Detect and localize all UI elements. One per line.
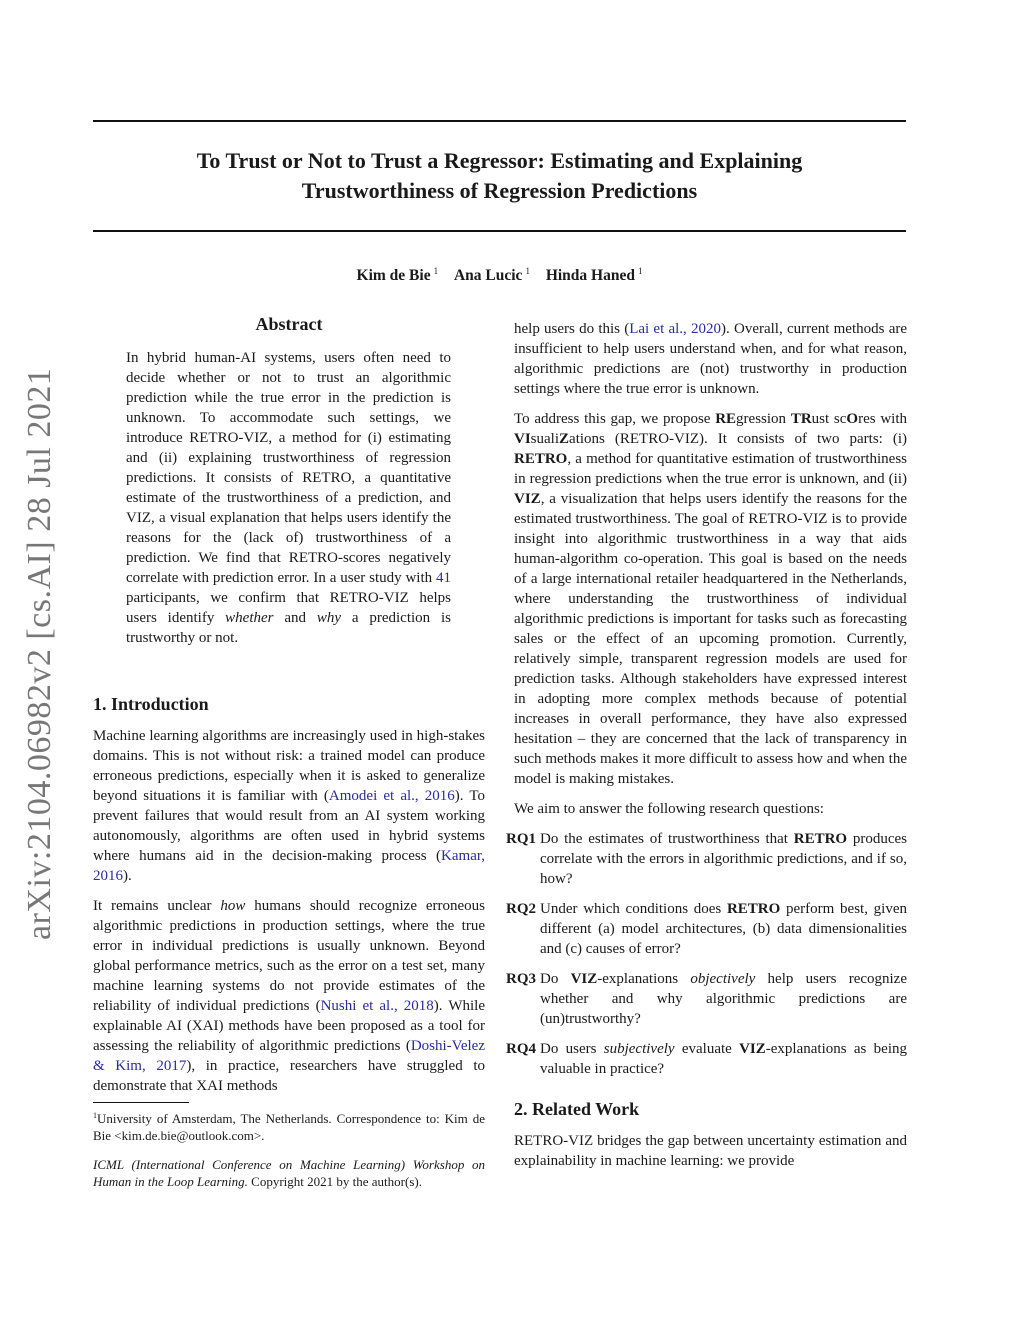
abstract-heading: Abstract bbox=[255, 314, 323, 334]
author-2 bbox=[454, 267, 530, 284]
rq-label: RQ2 bbox=[506, 901, 536, 917]
body-text: humans should recognize erroneous algorithmic predictions in production settings, where the true error in individual predictions is usually unknown. Beyond global performance metrics, such as the error on a test set, many machine learning systems do not provide estimates of the reliability of individual predictions ( bbox=[93, 898, 486, 1014]
footnote-mark: 1 bbox=[93, 1111, 97, 1120]
participant-count: 41 bbox=[436, 570, 451, 586]
paper-title bbox=[93, 146, 906, 206]
title-bottom-rule bbox=[93, 230, 906, 232]
research-question-3 bbox=[506, 969, 907, 1029]
body-text: Do the estimates of trustworthiness that bbox=[540, 831, 794, 847]
acronym-letter: TR bbox=[790, 411, 812, 427]
body-text: help users recognize whether and why algorithmic predictions are (un)trustworthy? bbox=[540, 971, 907, 1027]
title-line-1: To Trust or Not to Trust a Regressor: Estimating and Explaining bbox=[196, 148, 803, 173]
body-text: ). Overall, current methods are insufficient to help users understand when, and for what reason, algorithmic predictions are (not) trustworthy in production settings where the true error is unknown. bbox=[514, 321, 908, 397]
body-text: Under which conditions does bbox=[540, 901, 727, 917]
body-text: suali bbox=[530, 431, 560, 447]
author-name: Ana Lucic bbox=[453, 267, 523, 284]
body-text: , a method for quantitative estimation of trustworthiness in regression predictions when the true error is unknown, and (ii) bbox=[514, 451, 907, 487]
arxiv-identifier-stamp: arXiv:2104.06982v2 [cs.AI] 28 Jul 2021 bbox=[21, 367, 58, 940]
body-text: ations (RETRO-VIZ). It consists of two parts: (i) bbox=[569, 431, 907, 447]
footnote-text: University of Amsterdam, The Netherlands. Correspondence to: Kim de Bie <kim.de.bie@outlook.com>. bbox=[93, 1111, 485, 1143]
method-name: RETRO bbox=[726, 901, 781, 917]
research-question-1 bbox=[506, 829, 907, 889]
body-text: Machine learning algorithms are increasingly used in high-stakes domains. This is not without risk: a trained model can produce erroneous predictions, especially when it is asked to generalize beyond situations it is familiar with ( bbox=[93, 728, 485, 804]
abstract-text: and bbox=[273, 610, 317, 626]
body-text: -explanations as being valuable in practice? bbox=[540, 1041, 907, 1077]
affiliation-footnote bbox=[93, 1107, 485, 1144]
body-text: To address this gap, we propose bbox=[514, 411, 716, 427]
body-emphasis: subjectively bbox=[603, 1041, 675, 1057]
intro-paragraph-1 bbox=[93, 726, 485, 886]
author-affiliation-mark: 1 bbox=[433, 266, 439, 276]
body-text: ). While explainable AI (XAI) methods have been proposed as a tool for assessing the reliability of algorithmic predictions ( bbox=[93, 998, 485, 1054]
research-question-2 bbox=[506, 899, 907, 959]
rq-label: RQ4 bbox=[506, 1041, 536, 1057]
title-line-2: Trustworthiness of Regression Predictions bbox=[301, 178, 698, 203]
body-text: perform best, given different (a) model architectures, (b) data dimensionalities and (c) causes of error? bbox=[540, 901, 907, 957]
author-3 bbox=[546, 267, 643, 284]
venue-text: ICML (International Conference on Machine Learning) Workshop on Human in the Loop Learning. bbox=[93, 1157, 485, 1189]
method-name: RETRO bbox=[514, 451, 568, 467]
body-text: ). To prevent failures that would result from an AI system working autonomously, algorithms are often used in hybrid systems where humans aid in the decision-making process ( bbox=[93, 788, 486, 864]
right-paragraph-3: We aim to answer the following research questions: bbox=[514, 801, 824, 817]
rq-label: RQ1 bbox=[506, 831, 536, 847]
method-name: VIZ bbox=[570, 971, 598, 987]
rq-label: RQ3 bbox=[506, 971, 536, 987]
body-text: Do users bbox=[540, 1041, 604, 1057]
title-top-rule bbox=[93, 120, 906, 122]
body-text: Do bbox=[540, 971, 571, 987]
right-paragraph-1 bbox=[514, 319, 907, 399]
method-name: RETRO bbox=[793, 831, 848, 847]
copyright-text: Copyright 2021 by the author(s). bbox=[247, 1174, 422, 1189]
author-affiliation-mark: 1 bbox=[525, 266, 530, 276]
venue-note bbox=[93, 1156, 485, 1190]
body-text: It remains unclear bbox=[93, 898, 221, 914]
acronym-letter: Z bbox=[559, 431, 570, 447]
related-work-paragraph: RETRO-VIZ bridges the gap between uncertainty estimation and explainability in machine learning: we provide bbox=[514, 1133, 907, 1169]
abstract-text: participants, we confirm that RETRO-VIZ helps users identify bbox=[126, 590, 451, 626]
body-emphasis: objectively bbox=[690, 971, 756, 987]
body-text: , a visualization that helps users identify the reasons for the estimated trustworthiness. The goal of RETRO-VIZ is to provide insight into algorithmic trustworthiness in a way that aids human-algorithm co-operation. This goal is based on the needs of a large international retailer headquartered in the Netherlands, where understanding the trustworthiness of individual algorithmic predictions is important for tasks such as forecasting sales or the effect of an upcoming promotion. Currently, relatively simple, transparent regression models are used for prediction tasks. Although stakeholders have expressed interest in adopting more complex methods because of potential increases in overall performance, they have also expressed hesitation – they are concerned that the lack of transparency in such methods makes it more difficult to assess how and when the model is making mistakes. bbox=[514, 491, 907, 787]
left-column bbox=[93, 312, 485, 1190]
body-text: res with bbox=[858, 411, 908, 427]
right-column bbox=[506, 319, 908, 1171]
body-text: ). bbox=[123, 868, 132, 884]
citation-link[interactable]: Kamar, 2016 bbox=[93, 848, 485, 884]
author-1 bbox=[357, 267, 439, 284]
author-name: Kim de Bie bbox=[356, 267, 431, 284]
acronym-letter: RE bbox=[715, 411, 737, 427]
author-name: Hinda Haned bbox=[545, 267, 635, 284]
body-text: ust sc bbox=[811, 411, 847, 427]
section-heading-related-work: 2. Related Work bbox=[514, 1099, 640, 1119]
right-paragraph-2 bbox=[514, 409, 907, 789]
body-text: produces correlate with the errors in algorithmic predictions, and if so, how? bbox=[540, 831, 907, 887]
citation-link[interactable]: Amodei et al., 2016 bbox=[328, 788, 455, 804]
author-list bbox=[93, 266, 906, 285]
section-heading-introduction: 1. Introduction bbox=[93, 694, 209, 714]
abstract-body bbox=[126, 348, 451, 648]
footnote-rule bbox=[93, 1102, 189, 1103]
citation-link[interactable]: Lai et al., 2020 bbox=[629, 321, 722, 337]
abstract-text: In hybrid human-AI systems, users often need to decide whether or not to trust an algorithmic prediction while the true error in the prediction is unknown. To accommodate such settings, we introduce RETRO-VIZ, a method for (i) estimating and (ii) explaining trustworthiness of regression predictions. It consists of RETRO, a quantitative estimate of the trustworthiness of a prediction, and VIZ, a visual explanation that helps users identify the reasons for the (lack of) trustworthiness of a prediction. We find that RETRO-scores negatively correlate with prediction error. In a user study with bbox=[126, 350, 451, 586]
body-text: gression bbox=[736, 411, 791, 427]
body-emphasis: how bbox=[220, 898, 246, 914]
research-question-4 bbox=[506, 1039, 907, 1079]
intro-paragraph-2 bbox=[93, 896, 485, 1096]
abstract-emphasis: whether bbox=[225, 610, 274, 626]
acronym-letter: VI bbox=[514, 431, 531, 447]
abstract-text: a prediction is trustworthy or not. bbox=[126, 610, 452, 646]
citation-link[interactable]: Nushi et al., 2018 bbox=[320, 998, 434, 1014]
citation-link[interactable]: Doshi-Velez & Kim, 2017 bbox=[93, 1038, 485, 1074]
acronym-letter: O bbox=[846, 411, 859, 427]
body-text: ), in practice, researchers have struggled to demonstrate that XAI methods bbox=[93, 1058, 485, 1094]
body-text: evaluate bbox=[674, 1041, 740, 1057]
method-name: VIZ bbox=[514, 491, 541, 507]
method-name: VIZ bbox=[739, 1041, 766, 1057]
body-text: -explanations bbox=[597, 971, 691, 987]
author-affiliation-mark: 1 bbox=[637, 266, 643, 276]
abstract-emphasis: why bbox=[316, 610, 342, 626]
body-text: help users do this ( bbox=[514, 321, 630, 337]
